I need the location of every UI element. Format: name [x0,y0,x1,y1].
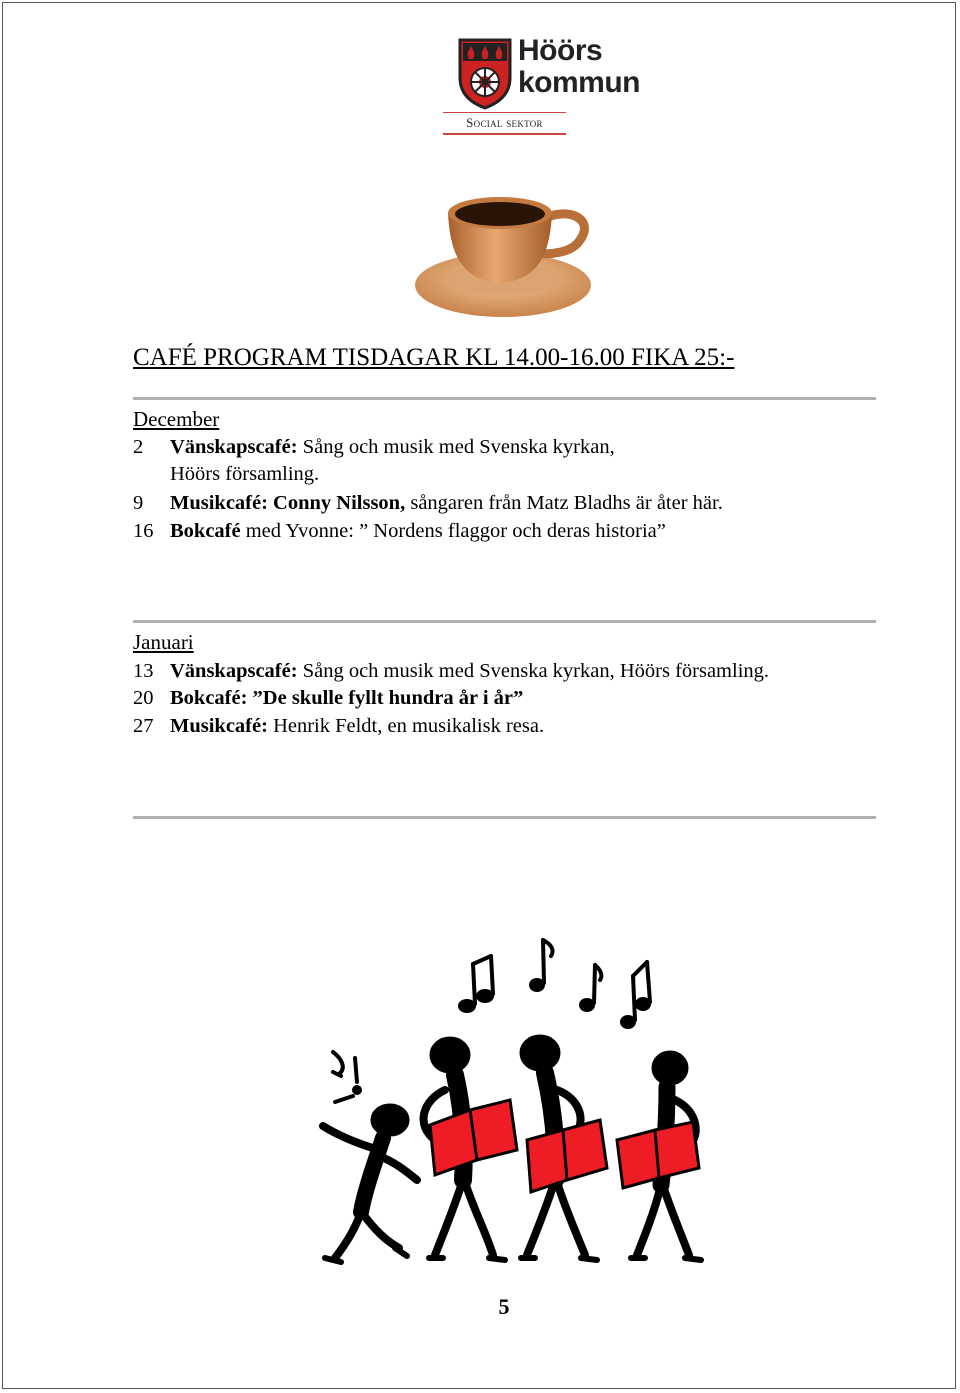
list-item [133,518,666,544]
list-item [133,434,615,460]
page-title: CAFÉ PROGRAM TISDAGAR KL 14.00-16.00 FIKA 25:- [133,344,735,371]
item-text: sångaren från Matz Bladhs är åter här. [405,492,723,514]
item-label: Musikcafé: [170,715,268,737]
logo-line1: Höörs [518,34,603,67]
coffee-cup-icon [400,175,600,325]
item-text: med Yvonne: ” Nordens flaggor och deras historia” [240,520,666,542]
music-notes-icon [333,940,651,1102]
month-december: December [133,407,220,431]
item-day: 27 [133,715,154,737]
item-text: Sång och musik med Svenska kyrkan, Höörs församling. [297,660,770,682]
item-text: Henrik Feldt, en musikalisk resa. [267,715,545,737]
item-label: Bokcafé [170,520,241,542]
divider [133,816,876,819]
item-label: Musikcafé: Conny Nilsson, [170,492,406,514]
item-label: Vänskapscafé: [170,660,298,682]
list-item [133,658,769,684]
sector-label: Social sektor [443,115,566,135]
item-label: Vänskapscafé: [170,436,298,458]
list-item [133,685,523,711]
month-januari: Januari [133,630,194,654]
list-item [133,490,723,516]
item-label: Bokcafé: ”De skulle fyllt hundra år i år” [170,687,524,709]
page-number: 5 [498,1294,510,1319]
item-day: 13 [133,660,154,682]
list-item [133,713,544,739]
divider [133,620,876,623]
item-day: 16 [133,520,154,542]
choir-singers-icon [295,930,725,1280]
kommun-shield-icon [456,38,514,110]
divider [133,397,876,400]
item-day: 9 [133,492,144,514]
item-day: 20 [133,687,154,709]
item-day: 2 [133,436,144,458]
logo-line2: kommun [518,66,641,99]
item-text: Sång och musik med Svenska kyrkan, [297,436,615,458]
list-item-continuation: Höörs församling. [170,463,320,485]
